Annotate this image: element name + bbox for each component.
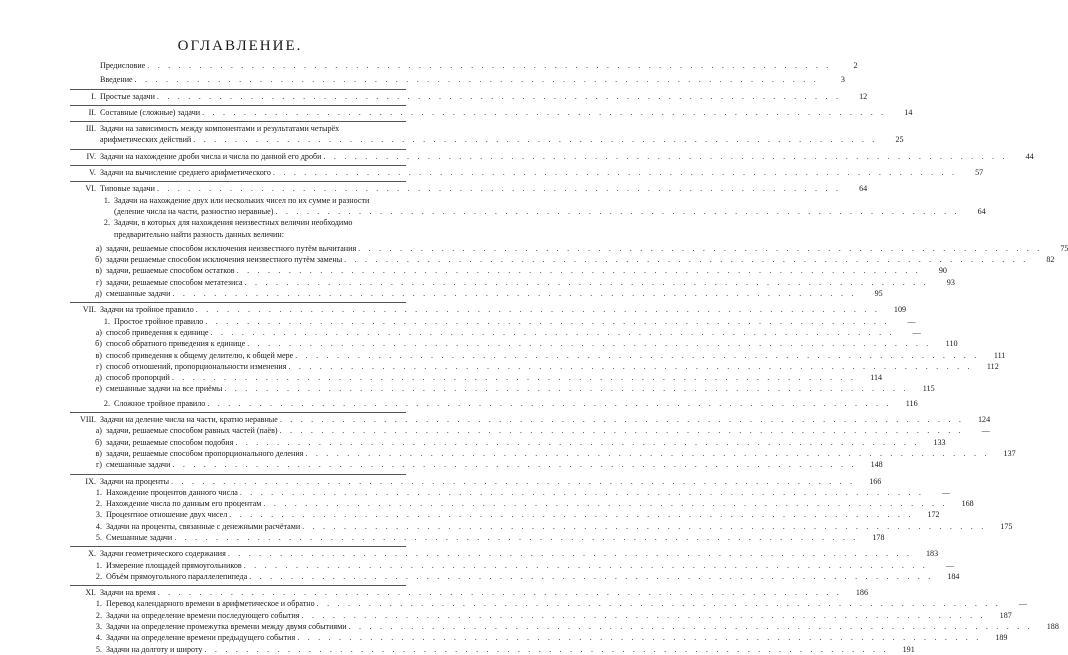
toc-subitem: г) смешанные задачи . . . . . . . . . . . . . . . . . . . . . . . . . . . . . . . . . . . . . . . . . . . . . . . . . . . . . . . . . . . . . . . . . . 148 (95, 460, 883, 470)
toc-item-list (70, 560, 960, 583)
toc-entry: VIII. Задачи на деление числа на части, кратно неравные . . . . . . . . . . . . . . . . . . . . . . . . . . . . . . . . . . . . . . . . . . . . . . . . . . . . . . . . . . . . . . . . . . 124 (80, 415, 991, 425)
toc-section-6 (70, 181, 1068, 299)
toc-subitem: в) задачи, решаемые способом остатков . . . . . . . . . . . . . . . . . . . . . . . . . . . . . . . . . . . . . . . . . . . . . . . . . . . . . . . . . . . . . . . . . . 90 (95, 266, 947, 276)
toc-entry: VII. Задачи на тройное правило . . . . . . . . . . . . . . . . . . . . . . . . . . . . . . . . . . . . . . . . . . . . . . . . . . . . . . . . . . . . . . . . . . 109 (82, 305, 907, 315)
table-of-contents (70, 60, 1068, 655)
toc-subitem: 3. Задачи на определение промежутка времени между двумя событиями . . . . . . . . . . . . . . . . . . . . . . . . . . . . . . . . . . . . . . . . . . . . . . . . . . . . . . . . . . . . . . . . . . 188 (95, 622, 1059, 632)
toc-subitem: д) смешанные задачи . . . . . . . . . . . . . . . . . . . . . . . . . . . . . . . . . . . . . . . . . . . . . . . . . . . . . . . . . . . . . . . . . . 95 (95, 289, 883, 299)
toc-subitem: 2. Задачи на определение времени последующего события . . . . . . . . . . . . . . . . . . . . . . . . . . . . . . . . . . . . . . . . . . . . . . . . . . . . . . . . . . . . . . . . . . 187 (95, 610, 1012, 620)
toc-subitem: 1. Нахождение процентов данного числа . . . . . . . . . . . . . . . . . . . . . . . . . . . . . . . . . . . . . . . . . . . . . . . . . . . . . . . . . . . . . . . . . . — (95, 487, 951, 497)
toc-entry: IV. Задачи на нахождение дроби числа и числа по данной его дроби . . . . . . . . . . . . . . . . . . . . . . . . . . . . . . . . . . . . . . . . . . . . . . . . . . . . . . . . . . . . . . . . . . 44 (86, 151, 1034, 161)
toc-section-3 (70, 121, 904, 146)
toc-subitem: а) способ приведения к единице . . . . . . . . . . . . . . . . . . . . . . . . . . . . . . . . . . . . . . . . . . . . . . . . . . . . . . . . . . . . . . . . . . — (95, 327, 921, 337)
toc-section-2 (70, 105, 913, 118)
toc-subitem: 5. Смешанные задачи . . . . . . . . . . . . . . . . . . . . . . . . . . . . . . . . . . . . . . . . . . . . . . . . . . . . . . . . . . . . . . . . . . 178 (95, 532, 885, 542)
toc-subitem: б) задачи, решаемые способом подобия . . . . . . . . . . . . . . . . . . . . . . . . . . . . . . . . . . . . . . . . . . . . . . . . . . . . . . . . . . . . . . . . . . 133 (95, 437, 946, 447)
toc-item-list (70, 243, 1068, 299)
toc-entry: I. Простые задачи . . . . . . . . . . . . . . . . . . . . . . . . . . . . . . . . . . . . . . . . . . . . . . . . . . . . . . . . . . . . . . . . . . 12 (91, 91, 868, 101)
toc-entry: X. Задачи геометрического содержания . . . . . . . . . . . . . . . . . . . . . . . . . . . . . . . . . . . . . . . . . . . . . . . . . . . . . . . . . . . . . . . . . . 183 (88, 549, 939, 559)
toc-subitem: е) смешанные задачи на все приёмы . . . . . . . . . . . . . . . . . . . . . . . . . . . . . . . . . . . . . . . . . . . . . . . . . . . . . . . . . . . . . . . . . . 115 (95, 384, 935, 394)
toc-subitem: 1. Измерение площадей прямоугольников . . . . . . . . . . . . . . . . . . . . . . . . . . . . . . . . . . . . . . . . . . . . . . . . . . . . . . . . . . . . . . . . . . — (95, 560, 954, 570)
toc-entry: II. Составные (сложные) задачи . . . . . . . . . . . . . . . . . . . . . . . . . . . . . . . . . . . . . . . . . . . . . . . . . . . . . . . . . . . . . . . . . . 14 (88, 107, 913, 117)
toc-subitem: 4. Задачи на проценты, связанные с денежными расчётами . . . . . . . . . . . . . . . . . . . . . . . . . . . . . . . . . . . . . . . . . . . . . . . . . . . . . . . . . . . . . . . . . . 175 (95, 521, 1013, 531)
toc-section-10 (70, 546, 960, 582)
toc-subitem: 1. Перевод календарного времени в арифметическое и обратно . . . . . . . . . . . . . . . . . . . . . . . . . . . . . . . . . . . . . . . . . . . . . . . . . . . . . . . . . . . . . . . . . . — (95, 599, 1027, 609)
toc-subitem: а) задачи, решаемые способом равных частей (паёв) . . . . . . . . . . . . . . . . . . . . . . . . . . . . . . . . . . . . . . . . . . . . . . . . . . . . . . . . . . . . . . . . . . — (95, 426, 990, 436)
toc-entry: III. Задачи на зависимость между компонентами и результатами четырёх арифметических действий . . . . . . . . . . . . . . . . . . . . . . . . . . . . . . . . . . . . . . . . . . . . . . . . . . . . . . . . . . . . . . . . . . 25 (85, 124, 904, 145)
toc-subitem: б) способ обратного приведения к единице . . . . . . . . . . . . . . . . . . . . . . . . . . . . . . . . . . . . . . . . . . . . . . . . . . . . . . . . . . . . . . . . . . 110 (95, 339, 958, 349)
toc-entry: V. Задачи на вычисление среднего арифметического . . . . . . . . . . . . . . . . . . . . . . . . . . . . . . . . . . . . . . . . . . . . . . . . . . . . . . . . . . . . . . . . . . 57 (89, 168, 984, 178)
toc-item-list (70, 327, 1006, 395)
toc-section-1 (70, 89, 868, 102)
toc-entry: XI. Задачи на время . . . . . . . . . . . . . . . . . . . . . . . . . . . . . . . . . . . . . . . . . . . . . . . . . . . . . . . . . . . . . . . . . . 186 (85, 588, 868, 598)
toc-item-list (70, 487, 1013, 543)
toc-subentry: 1. Простое тройное правило . . . . . . . . . . . . . . . . . . . . . . . . . . . . . . . . . . . . . . . . . . . . . . . . . . . . . . . . . . . . . . . . . . — (103, 316, 916, 326)
toc-subitem: б) задачи решаемые способом исключения неизвестного путём замены . . . . . . . . . . . . . . . . . . . . . . . . . . . . . . . . . . . . . . . . . . . . . . . . . . . . . . . . . . . . . . . . . . 82 (95, 255, 1055, 265)
toc-subitem: 2. Нахождение числа по данным его процентам . . . . . . . . . . . . . . . . . . . . . . . . . . . . . . . . . . . . . . . . . . . . . . . . . . . . . . . . . . . . . . . . . . 168 (95, 499, 974, 509)
toc-item-list (70, 425, 1016, 470)
toc-subentry: 2. Сложное тройное правило . . . . . . . . . . . . . . . . . . . . . . . . . . . . . . . . . . . . . . . . . . . . . . . . . . . . . . . . . . . . . . . . . . 116 (103, 398, 918, 408)
page-title: ОГЛАВЛЕНИЕ. (177, 38, 303, 54)
toc-subentry: 2. Задачи, в которых для нахождения неизвестных величин необходимо предварительно найти разность данных величин: (103, 218, 353, 239)
toc-section-7 (70, 302, 1006, 409)
toc-subitem: а) задачи, решаемые способом исключения неизвестного путём вычитания . . . . . . . . . . . . . . . . . . . . . . . . . . . . . . . . . . . . . . . . . . . . . . . . . . . . . . . . . . . . . . . . . . 75 (95, 243, 1068, 253)
toc-section-9 (70, 474, 1013, 544)
toc-section-11 (70, 585, 1059, 655)
toc-section-8 (70, 412, 1016, 470)
toc-subitem: в) способ приведения к общему делителю, к общей мере . . . . . . . . . . . . . . . . . . . . . . . . . . . . . . . . . . . . . . . . . . . . . . . . . . . . . . . . . . . . . . . . . . 111 (95, 350, 1006, 360)
toc-subitem: г) способ отношений, пропорциональности изменения . . . . . . . . . . . . . . . . . . . . . . . . . . . . . . . . . . . . . . . . . . . . . . . . . . . . . . . . . . . . . . . . . . 112 (95, 361, 999, 371)
toc-entry-preface: Предисловие . . . . . . . . . . . . . . . . . . . . . . . . . . . . . . . . . . . . . . . . . . . . . . . . . . . . . . . . . . . . . . . . . . 2 (100, 61, 858, 70)
toc-subitem: 2. Объём прямоугольного параллелепипеда . . . . . . . . . . . . . . . . . . . . . . . . . . . . . . . . . . . . . . . . . . . . . . . . . . . . . . . . . . . . . . . . . . 184 (95, 571, 960, 581)
toc-entry: VI. Типовые задачи . . . . . . . . . . . . . . . . . . . . . . . . . . . . . . . . . . . . . . . . . . . . . . . . . . . . . . . . . . . . . . . . . . 64 (85, 184, 868, 194)
toc-subitem: 4. Задачи на определение времени предыдущего события . . . . . . . . . . . . . . . . . . . . . . . . . . . . . . . . . . . . . . . . . . . . . . . . . . . . . . . . . . . . . . . . . . 189 (95, 633, 1008, 643)
toc-section-5 (70, 165, 984, 178)
toc-subitem: д) способ пропорций . . . . . . . . . . . . . . . . . . . . . . . . . . . . . . . . . . . . . . . . . . . . . . . . . . . . . . . . . . . . . . . . . . 114 (95, 373, 883, 383)
toc-entry: IX. Задачи на проценты . . . . . . . . . . . . . . . . . . . . . . . . . . . . . . . . . . . . . . . . . . . . . . . . . . . . . . . . . . . . . . . . . . 166 (85, 476, 882, 486)
toc-subitem: г) задачи, решаемые способом метатезиса . . . . . . . . . . . . . . . . . . . . . . . . . . . . . . . . . . . . . . . . . . . . . . . . . . . . . . . . . . . . . . . . . . 93 (95, 277, 955, 287)
toc-entry-introduction: Введение . . . . . . . . . . . . . . . . . . . . . . . . . . . . . . . . . . . . . . . . . . . . . . . . . . . . . . . . . . . . . . . . . . 3 (100, 75, 845, 85)
toc-subentry: 1. Задачи на нахождение двух или нескольких чисел по их сумме и разности (деление числа на части, разностно неравные) . . . . . . . . . . . . . . . . . . . . . . . . . . . . . . . . . . . . . . . . . . . . . . . . . . . . . . . . . . . . . . . . . . 64 (103, 195, 986, 216)
toc-subitem: 5. Задачи на долготу и широту . . . . . . . . . . . . . . . . . . . . . . . . . . . . . . . . . . . . . . . . . . . . . . . . . . . . . . . . . . . . . . . . . . 191 (95, 644, 915, 654)
toc-subitem: в) задачи, решаемые способом пропорционального деления . . . . . . . . . . . . . . . . . . . . . . . . . . . . . . . . . . . . . . . . . . . . . . . . . . . . . . . . . . . . . . . . . . 137 (95, 448, 1016, 458)
toc-subitem: 3. Процентное отношение двух чисел . . . . . . . . . . . . . . . . . . . . . . . . . . . . . . . . . . . . . . . . . . . . . . . . . . . . . . . . . . . . . . . . . . 172 (95, 510, 940, 520)
toc-section-4 (70, 149, 1034, 162)
toc-item-list (70, 598, 1059, 654)
